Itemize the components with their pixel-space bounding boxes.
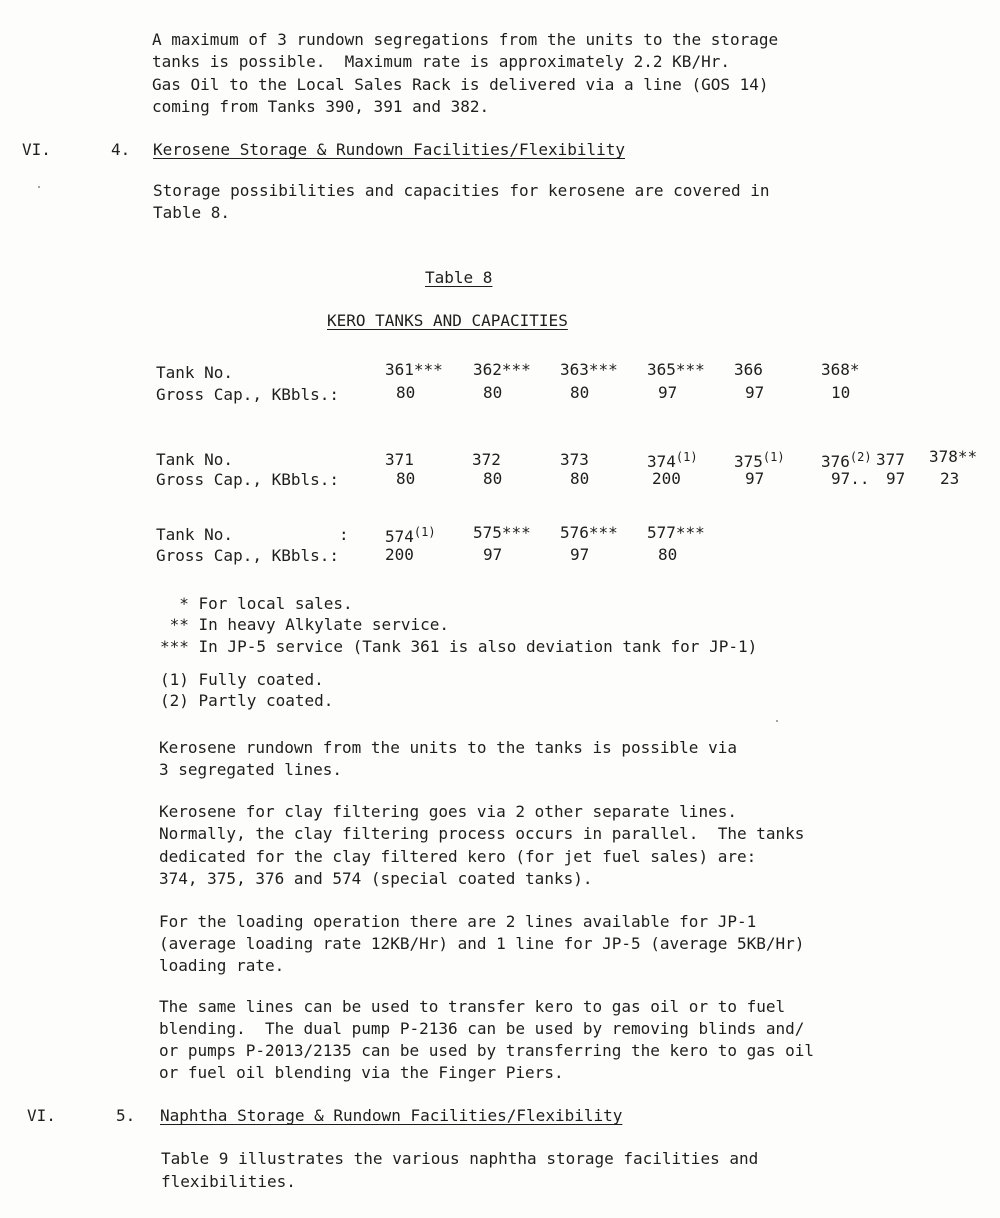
section4-number: 4. xyxy=(111,140,131,159)
table8-label: Table 8 xyxy=(425,268,493,287)
body-p2-line-2: Normally, the clay filtering process occurs in parallel. The tanks xyxy=(159,824,805,843)
tank-no-label: Tank No. : xyxy=(156,525,349,544)
capacity-value: 97 xyxy=(886,469,906,488)
section5-number: 5. xyxy=(116,1106,136,1125)
intro-line-1: A maximum of 3 rundown segregations from the units to the storage xyxy=(152,30,779,49)
body-p1-line-2: 3 segregated lines. xyxy=(159,760,343,779)
tank-number: 371 xyxy=(385,450,414,469)
tank-number: 577*** xyxy=(647,523,705,542)
tank-number: 361*** xyxy=(385,360,443,379)
capacity-value: 97 xyxy=(658,383,678,402)
footnote-single-star: * For local sales. xyxy=(160,594,353,613)
coat-note-2: (2) Partly coated. xyxy=(160,691,334,710)
tank-number-574: 574$^{(1)}$ xyxy=(385,525,436,546)
capacity-value: 10 xyxy=(831,383,851,402)
capacity-value: 97 xyxy=(745,469,765,488)
body-p4-line-1: The same lines can be used to transfer kero to gas oil or to fuel xyxy=(159,997,786,1016)
section4-title: Kerosene Storage & Rundown Facilities/Flexibility xyxy=(153,140,626,159)
gross-cap-label: Gross Cap., KBbls.: xyxy=(156,385,340,404)
coat-note-1: (1) Fully coated. xyxy=(160,670,324,689)
tank-number: 575*** xyxy=(473,523,531,542)
capacity-value: 80 xyxy=(658,545,678,564)
tank-no-label: Tank No. xyxy=(156,450,234,469)
intro-line-4: coming from Tanks 390, 391 and 382. xyxy=(152,97,490,116)
scan-speck xyxy=(38,186,40,188)
tank-number: 377 xyxy=(876,450,905,469)
intro-line-3: Gas Oil to the Local Sales Rack is delivered via a line (GOS 14) xyxy=(152,75,769,94)
tank-number-376: 376$^{(2)}$ xyxy=(821,450,872,471)
capacity-value: 80 xyxy=(396,383,416,402)
gross-cap-label: Gross Cap., KBbls.: xyxy=(156,470,340,489)
capacity-value: 97 xyxy=(570,545,590,564)
section4-roman: VI. xyxy=(22,140,51,159)
tank-number-374: 374$^{(1)}$ xyxy=(647,450,698,471)
body-p4-line-4: or fuel oil blending via the Finger Piers. xyxy=(159,1063,564,1082)
section5-para-line-2: flexibilities. xyxy=(161,1172,296,1191)
section5-title: Naphtha Storage & Rundown Facilities/Flexibility xyxy=(160,1106,623,1125)
capacity-value: 97 xyxy=(483,545,503,564)
body-p4-line-2: blending. The dual pump P-2136 can be used by removing blinds and/ xyxy=(159,1019,805,1038)
capacity-value: 80 xyxy=(483,469,503,488)
scan-speck xyxy=(776,720,778,722)
tank-number: 378** xyxy=(929,447,978,466)
gross-cap-label: Gross Cap., KBbls.: xyxy=(156,546,340,565)
capacity-value: 200 xyxy=(652,469,681,488)
body-p2-line-3: dedicated for the clay filtered kero (for jet fuel sales) are: xyxy=(159,847,757,866)
body-p2-line-1: Kerosene for clay filtering goes via 2 other separate lines. xyxy=(159,802,737,821)
section4-para-line-1: Storage possibilities and capacities for kerosene are covered in xyxy=(153,181,770,200)
intro-line-2: tanks is possible. Maximum rate is approximately 2.2 KB/Hr. xyxy=(152,52,730,71)
tank-number: 576*** xyxy=(560,523,618,542)
section5-roman: VI. xyxy=(27,1106,56,1125)
section5-para-line-1: Table 9 illustrates the various naphtha storage facilities and xyxy=(161,1149,759,1168)
capacity-value: 97.. xyxy=(831,469,870,488)
body-p1-line-1: Kerosene rundown from the units to the tanks is possible via xyxy=(159,738,737,757)
capacity-value: 80 xyxy=(570,469,590,488)
capacity-value: 200 xyxy=(385,545,414,564)
tank-number: 373 xyxy=(560,450,589,469)
section4-para-line-2: Table 8. xyxy=(153,203,231,222)
capacity-value: 80 xyxy=(570,383,590,402)
capacity-value: 80 xyxy=(483,383,503,402)
tank-number-375: 375$^{(1)}$ xyxy=(734,450,785,471)
tank-number: 362*** xyxy=(473,360,531,379)
tank-no-label: Tank No. xyxy=(156,363,234,382)
body-p2-line-4: 374, 375, 376 and 574 (special coated tanks). xyxy=(159,869,593,888)
body-p3-line-2: (average loading rate 12KB/Hr) and 1 line for JP-5 (average 5KB/Hr) xyxy=(159,934,805,953)
body-p3-line-1: For the loading operation there are 2 lines available for JP-1 xyxy=(159,912,757,931)
tank-number: 366 xyxy=(734,360,763,379)
capacity-value: 97 xyxy=(745,383,765,402)
footnote-triple-star: *** In JP-5 service (Tank 361 is also deviation tank for JP-1) xyxy=(160,637,758,656)
tank-number: 363*** xyxy=(560,360,618,379)
tank-number: 368* xyxy=(821,360,860,379)
tank-number: 372 xyxy=(472,450,501,469)
tank-number: 365*** xyxy=(647,360,705,379)
body-p3-line-3: loading rate. xyxy=(159,956,285,975)
capacity-value: 80 xyxy=(396,469,416,488)
footnote-double-star: ** In heavy Alkylate service. xyxy=(160,615,449,634)
table8-title: KERO TANKS AND CAPACITIES xyxy=(327,311,568,330)
capacity-value: 23 xyxy=(940,469,960,488)
body-p4-line-3: or pumps P-2013/2135 can be used by transferring the kero to gas oil xyxy=(159,1041,815,1060)
